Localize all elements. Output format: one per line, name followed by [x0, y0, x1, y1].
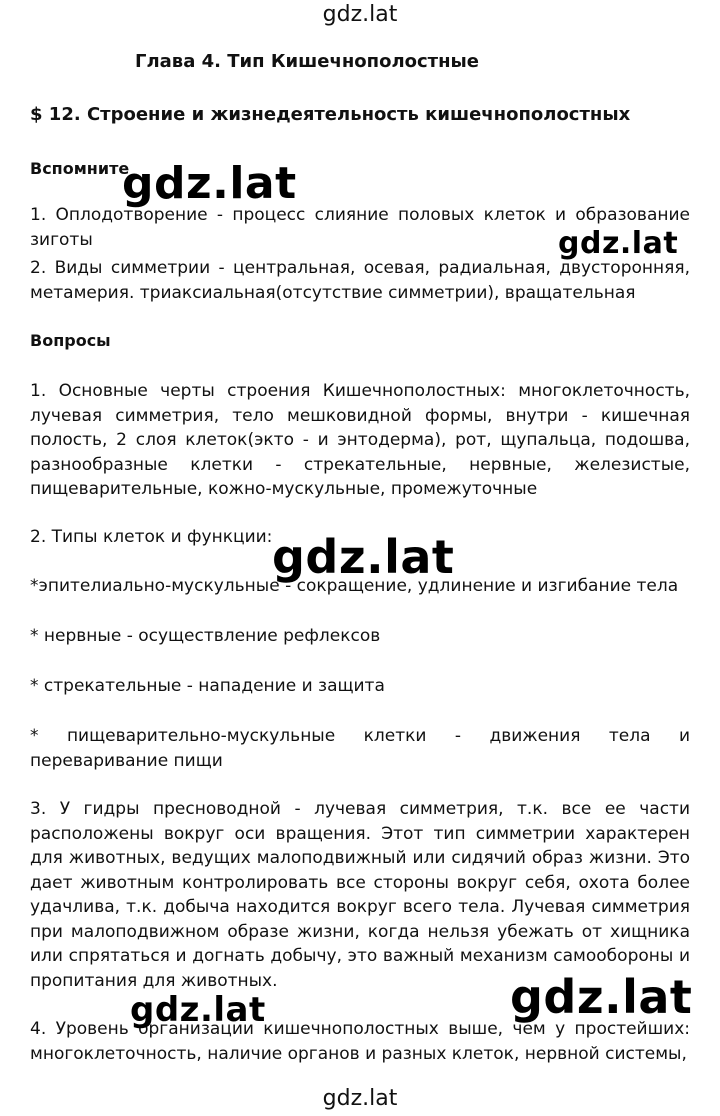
chapter-title: Глава 4. Тип Кишечнополостные	[135, 51, 480, 72]
questions-heading: Вопросы	[30, 331, 111, 350]
section-title: $ 12. Строение и жизнедеятельность кишечнополостных	[30, 104, 631, 125]
remember-heading: Вспомните	[30, 159, 130, 178]
remember-item-1: 1. Оплодотворение - процесс слияние половых клеток и образование зиготы	[30, 205, 690, 250]
watermark-overlay: gdz.lat	[558, 226, 679, 261]
question-answer-4: 4. Уровень организации кишечнополостных выше, чем у простейших: многоклеточность, наличие органов и разных клеток, нервной системы,	[30, 1019, 690, 1064]
watermark-overlay: gdz.lat	[272, 530, 455, 584]
watermark-overlay: gdz.lat	[122, 158, 297, 209]
question-answer-3: 3. У гидры пресноводной - лучевая симметрия, т.к. все ее части расположены вокруг оси вращения. Этот тип симметрии характерен для животных, ведущих малоподвижный или сидячий образ жизни. Это дает животным контролировать все стороны вокруг себя, охота более удачлива, т.к. добыча находится вокруг всего тела. Лучевая симметрия при малоподвижном образе жизни, когда нельзя убежать от хищника или спрятаться и догнать добычу, это важный механизм самообороны и пропитания для животных.	[30, 799, 690, 991]
question-answer-1: 1. Основные черты строения Кишечнополостных: многоклеточность, лучевая симметрия, тело мешковидной формы, внутри - кишечная полость, 2 слоя клеток(экто - и энтодерма), рот, щупальца, подошва, разнообразные клетки - стрекательные, нервные, железистые, пищеварительные, кожно-мускульные, промежуточные	[30, 381, 690, 499]
cell-type-digestive: * пищеварительно-мускульные клетки - движения тела и переваривание пищи	[30, 726, 690, 771]
remember-item-2: 2. Виды симметрии - центральная, осевая, радиальная, двусторонняя, метамерия. триаксиальная(отсутствие симметрии), вращательная	[30, 258, 690, 303]
cell-type-epithelial: *эпителиально-мускульные - сокращение, удлинение и изгибание тела	[30, 576, 679, 596]
watermark-bottom: gdz.lat	[322, 1086, 398, 1111]
cell-type-stinging: * стрекательные - нападение и защита	[30, 676, 385, 696]
watermark-overlay: gdz.lat	[130, 990, 266, 1030]
cell-type-nerve: * нервные - осуществление рефлексов	[30, 626, 381, 646]
watermark-top: gdz.lat	[322, 2, 398, 27]
question-answer-2: 2. Типы клеток и функции:	[30, 527, 273, 547]
watermark-overlay: gdz.lat	[510, 970, 693, 1024]
